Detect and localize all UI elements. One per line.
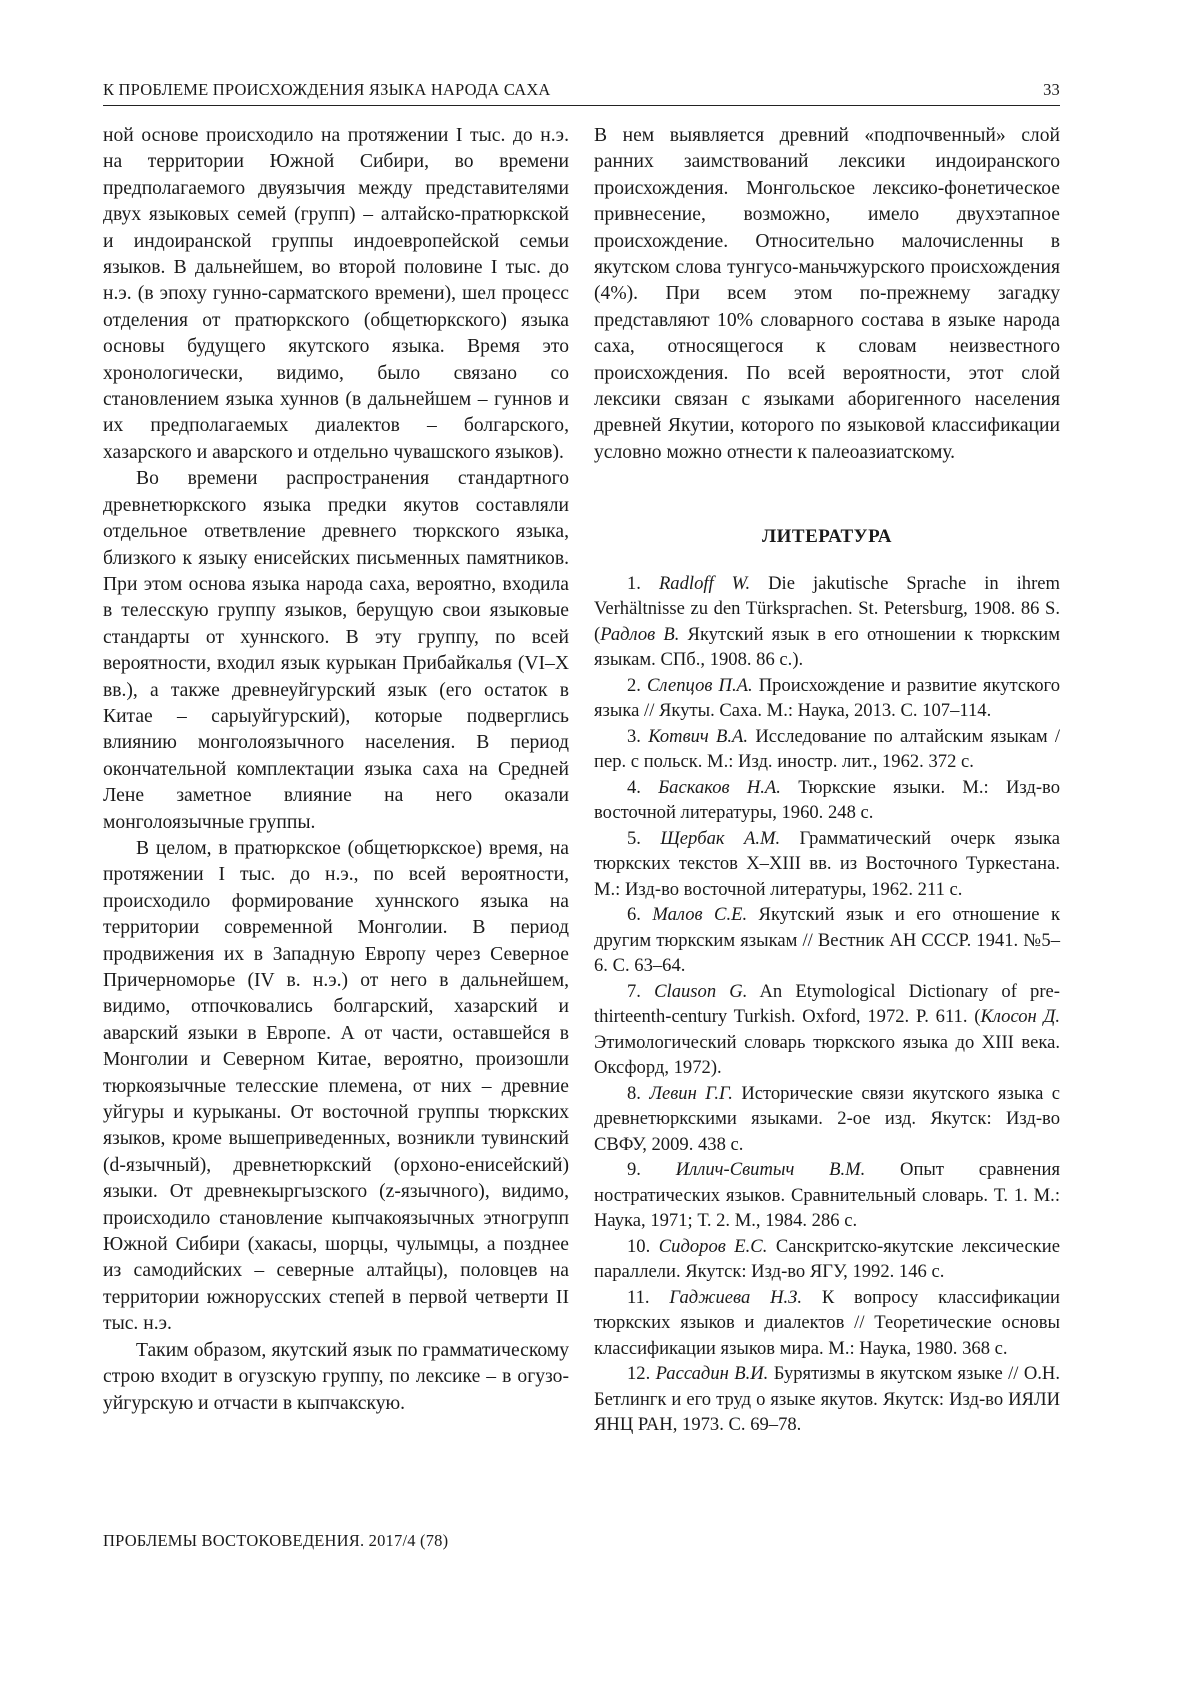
reference-item: 11. Гаджиева Н.З. К вопросу классификации тюркских языков и диалектов // Теоретические основы классификации языков мира. М.: Наука, 1980. 368 с. [594, 1286, 1060, 1359]
literature-heading: ЛИТЕРАТУРА [761, 526, 893, 548]
reference-author: Иллич-Свитыч В.М. [675, 1159, 866, 1181]
body-paragraph: В нем выявляется древний «подпочвенный» слой ранних заимствований лексики индоиранского происхождения. Монгольское лексико-фонетическое привнесение, возможно, имело двухэтапное происхождение. Относительно малочисленны в якутском слова тунгусо-маньчжурского происхождения (4%). При всем этом по-прежнему загадку представляют 10% словарного состава в языке народа саха, относящегося к словам неизвестного происхождения. По всей вероятности, этот слой лексики связан с языками аборигенного населения древней Якутии, которого по языковой классификации условно можно отнести к палеоазиатскому. [594, 125, 1060, 463]
body-paragraph: Таким образом, якутский язык по грамматическому строю входит в огузскую группу, по лексике – в огузо-уйгурскую и отчасти в кыпчакскую. [103, 1339, 569, 1414]
reference-author: Сидоров Е.С. [658, 1235, 768, 1257]
reference-author: Radloff W. [658, 572, 751, 594]
left-column [103, 123, 569, 1417]
body-paragraph: Во времени распространения стандартного древнетюркского языка предки якутов составляли отдельное ответвление древнего тюркского языка, близкого к языку енисейских письменных памятников. При этом основа языка народа саха, вероятно, входила в телесскую группу языков, берущую свои языковые стандарты от хуннского. В эту группу, по всей вероятности, входил язык курыкан Прибайкалья (VI–X вв.), а также древнеуйгурский язык (его остаток в Китае – сарыуйгурский), которые подверглись влиянию монголоязычного населения. В период окончательной комплектации языка саха на Средней Лене заметное влияние на него оказали монголоязычные группы. [103, 468, 569, 833]
reference-item: 7. Clauson G. An Etymological Dictionary of pre-thirteenth-century Turkish. Oxford, 1972. P. 611. (Клосон Д. Этимологический словарь тюркского языка до XIII века. Оксфорд, 1972). [594, 980, 1061, 1079]
reference-author: Щербак А.М. [660, 827, 781, 849]
reference-item: 2. Слепцов П.А. Происхождение и развитие якутского языка // Якуты. Саха. М.: Наука, 2013. С. 107–114. [594, 674, 1060, 722]
reference-author: Радлов В. [600, 623, 680, 645]
reference-author: Баскаков Н.А. [658, 776, 781, 798]
reference-item: 6. Малов С.Е. Якутский язык и его отношение к другим тюркским языкам // Вестник АН СССР. 1941. №5–6. С. 63–64. [594, 904, 1060, 977]
page-number: 33 [1043, 80, 1060, 99]
reference-author: Левин Г.Г. [649, 1082, 733, 1104]
journal-footer: ПРОБЛЕМЫ ВОСТОКОВЕДЕНИЯ. 2017/4 (78) [103, 1531, 449, 1550]
body-paragraph: В целом, в пратюркское (общетюркское) время, на протяжении I тыс. до н.э., по всей вероятности, происходило формирование хуннского языка на территории современной Монголии. В период продвижения их в Западную Европу через Северное Причерноморье (IV в. н.э.) от него в дальнейшем, видимо, отпочковались болгарский, хазарский и аварский языки в Европе. А от части, оставшейся в Монголии и Северном Китае, вероятно, произошли тюркоязычные телесские племена, от них – древние уйгуры и курыканы. От восточной группы тюркских языков, кроме вышеприведенных, возникли тувинский (d-язычный), древнетюркский (орхоно-енисейский) языки. От древнекыргызского (z-язычного), видимо, происходило становление кыпчакоязычных этногрупп Южной Сибири (хакасы, шорцы, чулымцы, а позднее из самодийских – северные алтайцы), половцев на территории южнорусских степей в первой четверти II тыс. н.э. [103, 837, 569, 1335]
reference-author: Котвич В.А. [648, 725, 749, 747]
reference-author: Гаджиева Н.З. [669, 1286, 803, 1308]
reference-item: 12. Рассадин В.И. Бурятизмы в якутском языке // О.Н. Бетлингк и его труд о языке якутов. Якутск: Изд-во ИЯЛИ ЯНЦ РАН, 1973. С. 69–78. [594, 1363, 1060, 1436]
reference-author: Клосон Д. [980, 1006, 1061, 1028]
reference-list [594, 571, 1060, 1438]
reference-author: Clauson G. [654, 980, 748, 1002]
reference-author: Малов С.Е. [652, 904, 748, 926]
reference-author: Рассадин В.И. [655, 1363, 769, 1385]
reference-item: 1. Radloff W. Die jakutische Sprache in ihrem Verhältnisse zu den Türksprachen. St. Petersburg, 1908. 86 S. (Радлов В. Якутский язык в его отношении к тюркским языкам. СПб., 1908. 86 с.). [594, 572, 1061, 671]
reference-item: 10. Сидоров Е.С. Санскритско-якутские лексические параллели. Якутск: Изд-во ЯГУ, 1992. 146 с. [594, 1235, 1061, 1283]
right-column [594, 123, 1060, 1438]
running-header [103, 78, 1060, 106]
reference-item: 4. Баскаков Н.А. Тюркские языки. М.: Изд-во восточной литературы, 1960. 248 с. [594, 776, 1060, 824]
body-paragraph: ной основе происходило на протяжении I тыс. до н.э. на территории Южной Сибири, во времени предполагаемого двуязычия между представителями двух языковых семей (групп) – алтайско-пратюркской и индоиранской группы индоевропейской семьи языков. В дальнейшем, во второй половине I тыс. до н.э. (в эпоху гунно-сарматского времени), шел процесс отделения от пратюркского (общетюркского) языка основы будущего якутского языка. Время это хронологически, видимо, было связано со становлением языка хуннов (в дальнейшем – гуннов и их предполагаемых диалектов – болгарского, хазарского и аварского и отдельно чувашского языков). [103, 125, 569, 463]
reference-item: 5. Щербак А.М. Грамматический очерк языка тюркских текстов X–XIII вв. из Восточного Туркестана. М.: Изд-во восточной литературы, 1962. 211 с. [594, 827, 1061, 900]
reference-item: 3. Котвич В.А. Исследование по алтайским языкам / пер. с польск. М.: Изд. иностр. лит., 1962. 372 с. [594, 725, 1061, 773]
reference-item: 9. Иллич-Свитыч В.М. Опыт сравнения ностратических языков. Сравнительный словарь. Т. 1. М.: Наука, 1971; Т. 2. М., 1984. 286 с. [594, 1159, 1060, 1232]
reference-author: Слепцов П.А. [647, 674, 753, 696]
running-title: К ПРОБЛЕМЕ ПРОИСХОЖДЕНИЯ ЯЗЫКА НАРОДА САХА [103, 80, 551, 99]
reference-item: 8. Левин Г.Г. Исторические связи якутского языка с древнетюркскими языками. 2-ое изд. Якутск: Изд-во СВФУ, 2009. 438 с. [594, 1082, 1060, 1155]
